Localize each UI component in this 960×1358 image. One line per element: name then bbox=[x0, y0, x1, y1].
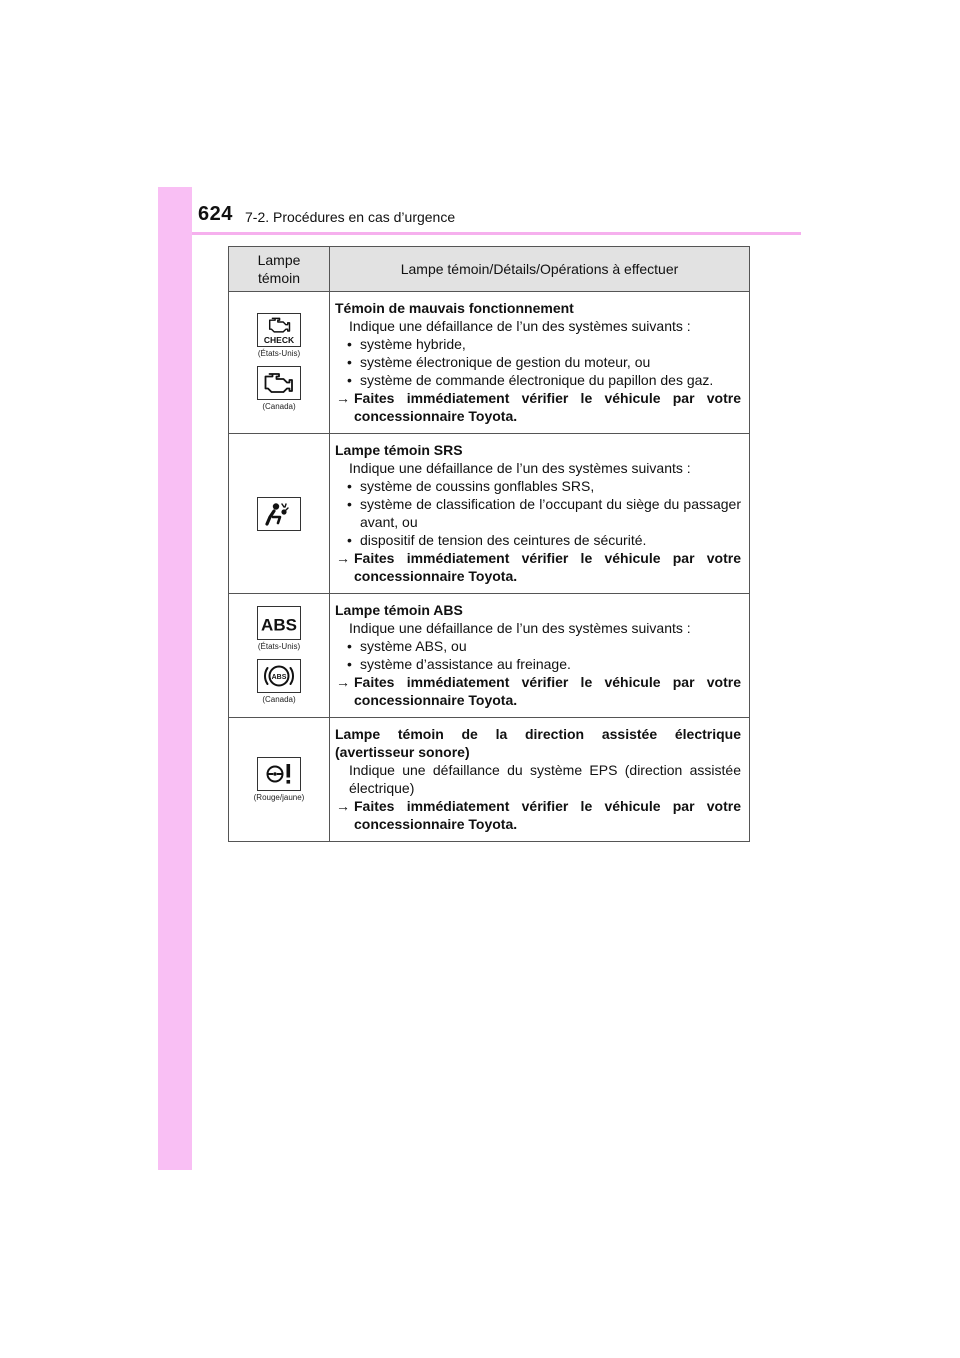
list-item: • système ABS, ou bbox=[335, 637, 741, 655]
lamp-action bbox=[335, 389, 741, 425]
icon-cell bbox=[229, 718, 330, 842]
list-item: • système électronique de gestion du moteur, ou bbox=[335, 353, 741, 371]
side-color-strip bbox=[158, 187, 192, 1170]
icon-cell bbox=[229, 434, 330, 594]
warning-lamp-table bbox=[228, 246, 750, 842]
lamp-action-text: Faites immédiatement vérifier le véhicule par votre concessionnaire Toyota. bbox=[354, 798, 741, 832]
list-item: • système de classification de l’occupant du siège du passager avant, ou bbox=[335, 495, 741, 531]
column-header-detail: Lampe témoin/Détails/Opérations à effectuer bbox=[330, 247, 750, 292]
detail-cell bbox=[330, 718, 750, 842]
lamp-action-text: Faites immédiatement vérifier le véhicule par votre concessionnaire Toyota. bbox=[354, 550, 741, 584]
table-header-row bbox=[229, 247, 750, 292]
lamp-title: Lampe témoin ABS bbox=[335, 602, 463, 618]
header-rule bbox=[192, 232, 801, 235]
lamp-action-text: Faites immédiatement vérifier le véhicule par votre concessionnaire Toyota. bbox=[354, 390, 741, 424]
lamp-title: Lampe témoin de la direction assistée électrique (avertisseur sonore) bbox=[335, 726, 741, 760]
engine-icon bbox=[257, 366, 301, 400]
icon-cell bbox=[229, 594, 330, 718]
icon-cell bbox=[229, 292, 330, 434]
airbag-icon bbox=[257, 497, 301, 531]
detail-cell bbox=[330, 434, 750, 594]
page-number: 624 bbox=[198, 203, 233, 225]
column-header-lamp bbox=[229, 247, 330, 292]
detail-cell bbox=[330, 594, 750, 718]
lamp-title: Lampe témoin SRS bbox=[335, 442, 463, 458]
arrow-icon: → bbox=[336, 390, 350, 406]
icon-label: (Rouge/jaune) bbox=[253, 792, 305, 802]
abs-glyph: ABS bbox=[261, 615, 297, 635]
list-item: • système de commande électronique du papillon des gaz. bbox=[335, 371, 741, 389]
abs-circle-icon bbox=[257, 659, 301, 693]
lamp-title: Témoin de mauvais fonctionnement bbox=[335, 300, 574, 316]
icon-label: (Canada) bbox=[262, 695, 296, 704]
section-title: 7-2. Procédures en cas d’urgence bbox=[245, 209, 456, 225]
lamp-bullets bbox=[335, 637, 741, 673]
arrow-icon: → bbox=[336, 674, 350, 690]
svg-text:CHECK: CHECK bbox=[263, 335, 295, 345]
lamp-intro: Indique une défaillance du système EPS (direction assistée électrique) bbox=[349, 762, 741, 796]
table-row bbox=[229, 434, 750, 594]
lamp-action-text: Faites immédiatement vérifier le véhicule par votre concessionnaire Toyota. bbox=[354, 674, 741, 708]
abs-glyph: ABS bbox=[271, 674, 287, 681]
lamp-action bbox=[335, 673, 741, 709]
lamp-action bbox=[335, 797, 741, 833]
list-item: • système de coussins gonflables SRS, bbox=[335, 477, 741, 495]
column-header-lamp-line2: témoin bbox=[257, 270, 301, 286]
table-row bbox=[229, 594, 750, 718]
lamp-bullets bbox=[335, 335, 741, 389]
lamp-intro: Indique une défaillance de l’un des systèmes suivants : bbox=[349, 620, 691, 636]
list-item: • système d’assistance au freinage. bbox=[335, 655, 741, 673]
arrow-icon: → bbox=[336, 550, 350, 566]
check-engine-icon bbox=[257, 313, 301, 347]
icon-label: (Canada) bbox=[262, 402, 296, 411]
list-item: • système hybride, bbox=[335, 335, 741, 353]
list-item: • dispositif de tension des ceintures de sécurité. bbox=[335, 531, 741, 549]
abs-text-icon bbox=[257, 606, 301, 640]
detail-cell bbox=[330, 292, 750, 434]
eps-warning-icon bbox=[257, 757, 301, 791]
icon-label: (États-Unis) bbox=[257, 642, 301, 651]
icon-label: (États-Unis) bbox=[257, 349, 301, 358]
table-row bbox=[229, 292, 750, 434]
lamp-action bbox=[335, 549, 741, 585]
lamp-intro: Indique une défaillance de l’un des systèmes suivants : bbox=[349, 460, 691, 476]
lamp-intro: Indique une défaillance de l’un des systèmes suivants : bbox=[349, 318, 691, 334]
arrow-icon: → bbox=[336, 798, 350, 814]
lamp-bullets bbox=[335, 477, 741, 549]
column-header-lamp-line1: Lampe bbox=[257, 252, 301, 268]
table-row bbox=[229, 718, 750, 842]
